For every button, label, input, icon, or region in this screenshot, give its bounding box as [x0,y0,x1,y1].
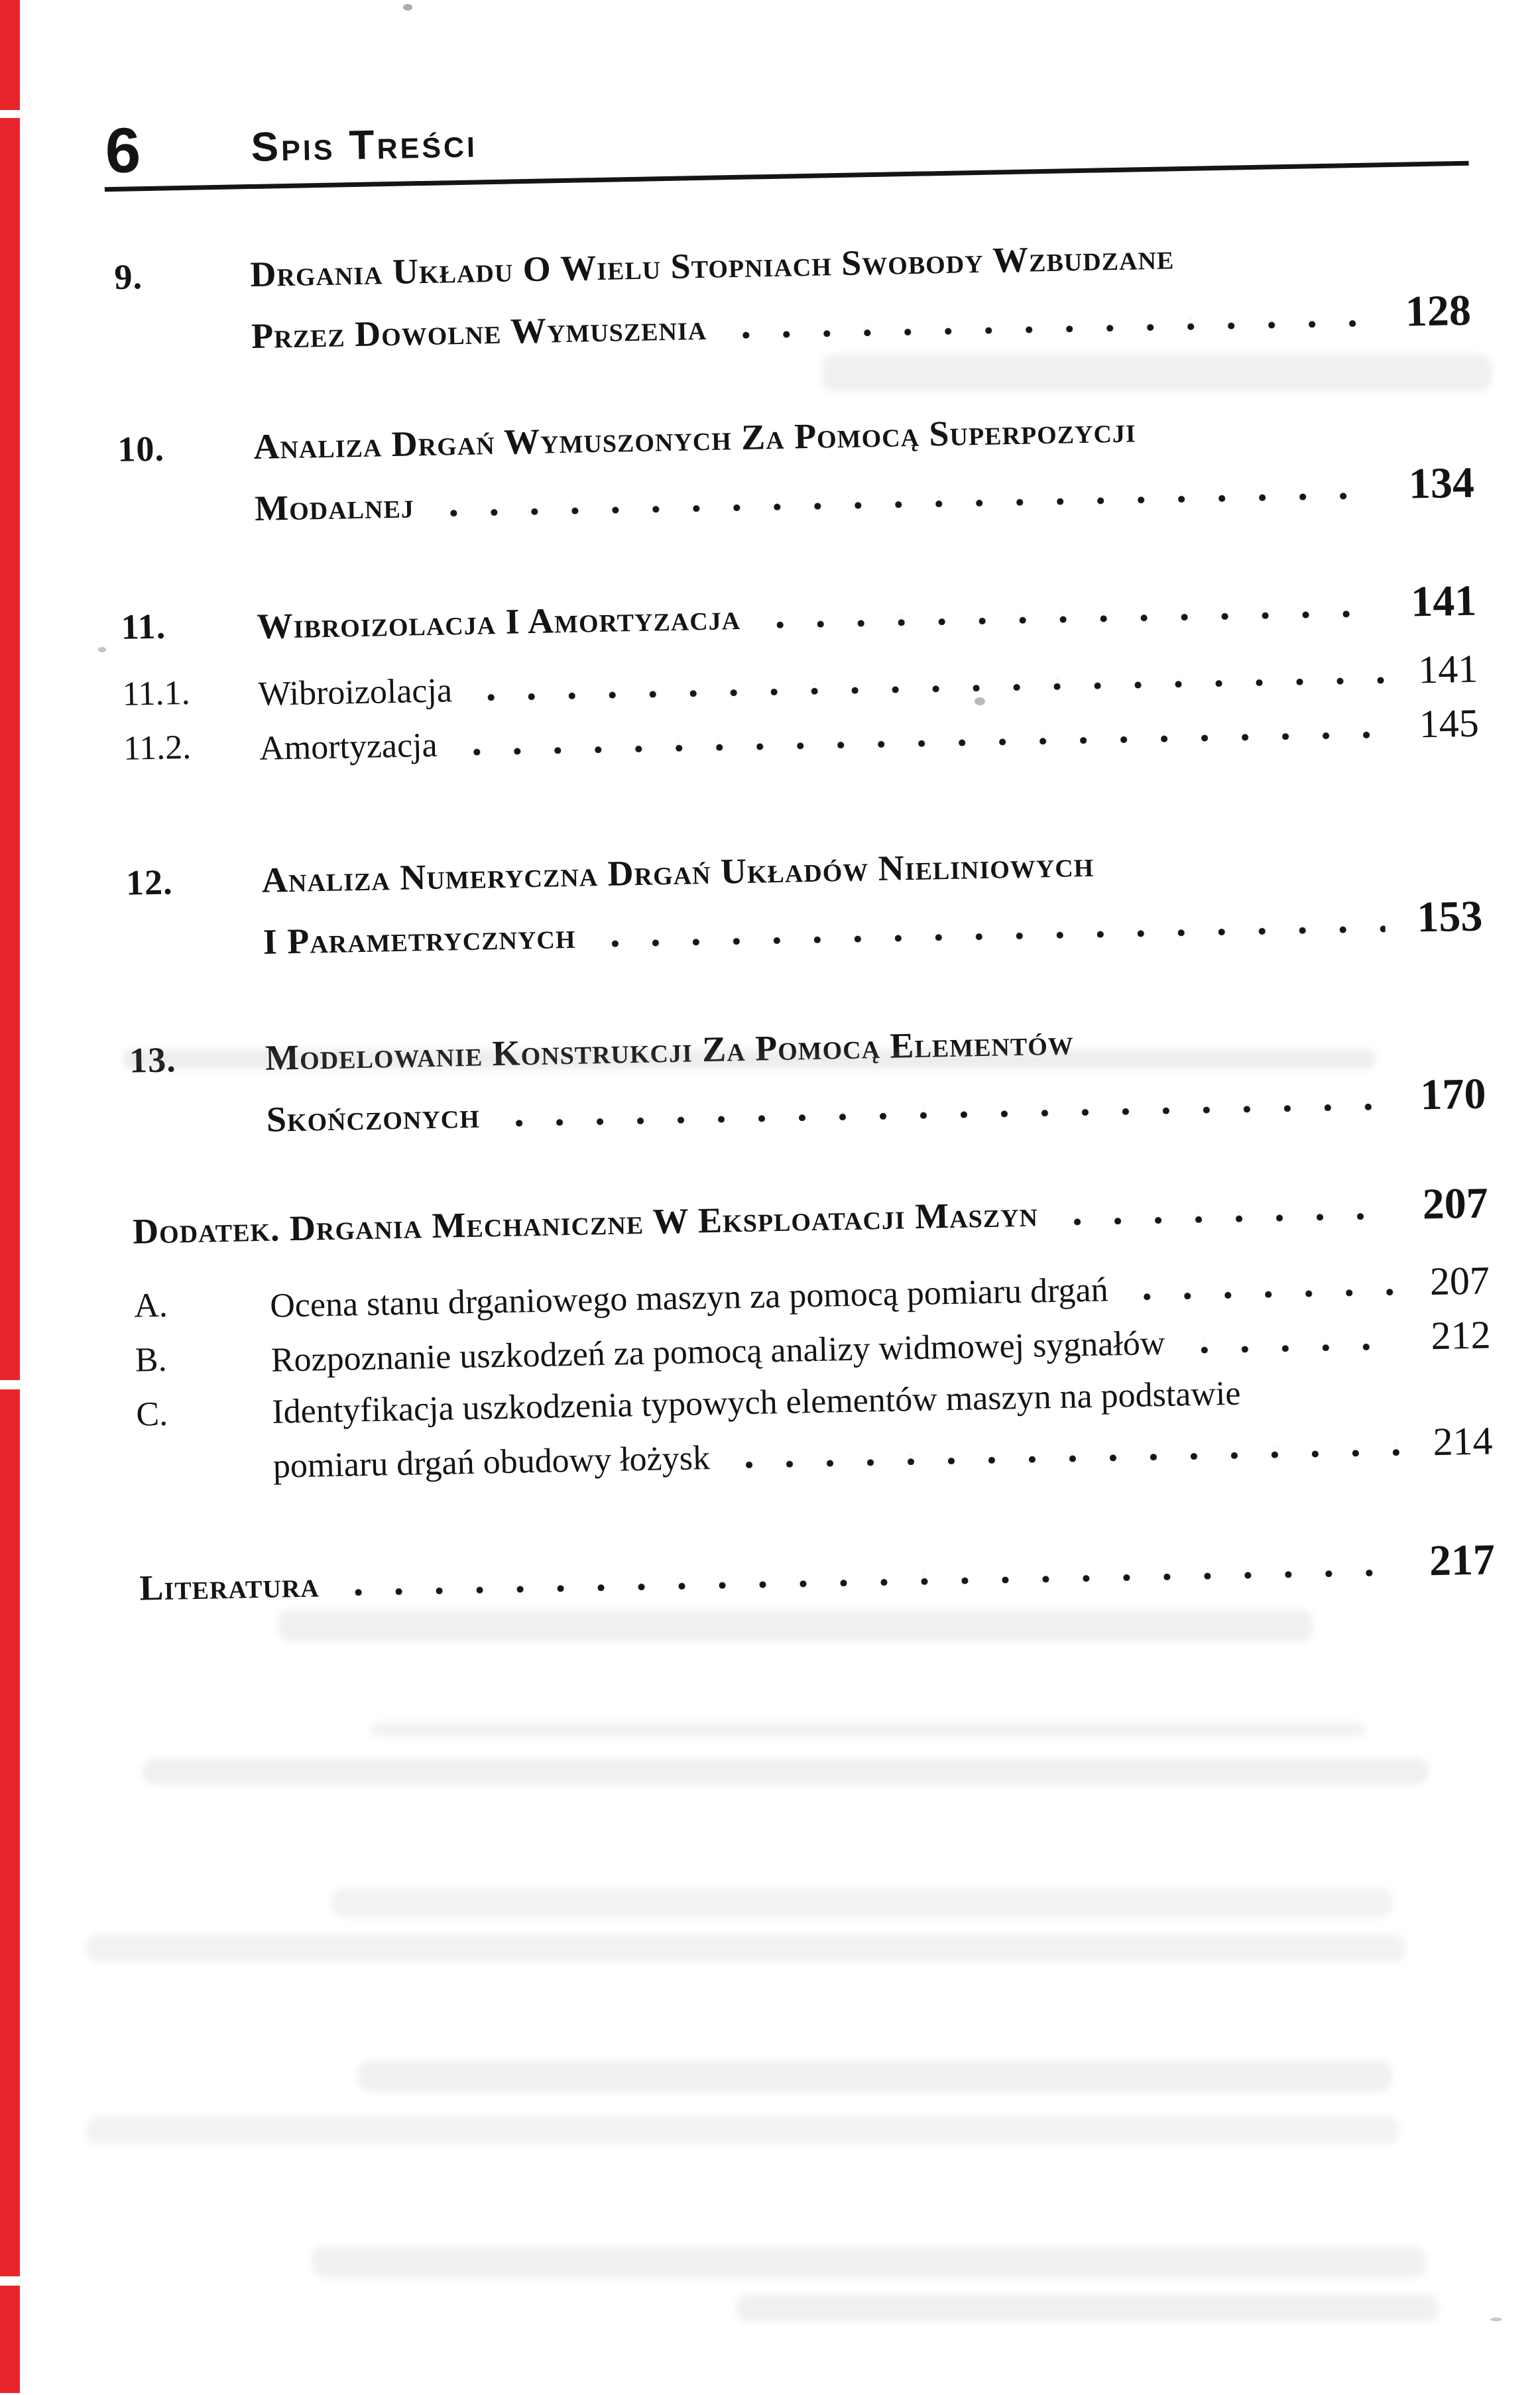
entry-number: 12. [125,862,174,903]
scan-edge-strip-segment [0,2286,20,2393]
toc-entry [114,221,1472,369]
toc-entry [117,394,1475,541]
dot-leader [760,606,1380,628]
entry-page-number: 145 [1419,701,1480,746]
scan-artifact [143,1758,1429,1784]
entry-page-number: 214 [1432,1419,1494,1464]
dot-leader [727,316,1374,339]
entry-number: B. [135,1340,168,1379]
entry-page-number: 207 [1421,1179,1489,1229]
entry-page-number: 212 [1430,1313,1492,1358]
entry-number: 9. [113,257,143,297]
entry-number: 11. [121,606,166,647]
toc-entries [109,0,1495,1618]
entry-title-line1: Analiza Drgań Wymuszonych Za Pomocą Superpozycji [253,410,1137,467]
entry-title-line1: Ocena stanu drganiowego maszyn za pomocą pomiaru drgań [269,1271,1109,1325]
entry-number: 13. [129,1039,177,1081]
scan-artifact [86,1934,1405,1962]
dot-leader [434,488,1377,516]
entry-number: 11.1. [121,673,191,713]
toc-entry [139,1530,1496,1617]
dot-leader [500,1099,1389,1127]
entry-title-line1: Identyfikacja uszkodzenia typowych elementów maszyn na podstawie [271,1374,1241,1431]
dot-leader [1128,1285,1399,1301]
toc-entry [129,1005,1486,1152]
entry-title-line1: Wibroizolacja [258,672,453,713]
scan-edge-strip-segment [0,118,20,1380]
dot-leader [1185,1339,1399,1354]
toc-entry [125,827,1483,974]
entry-title-line1: Modelowanie Konstrukcji Za Pomocą Elementów [265,1022,1075,1078]
dot-leader [730,1445,1401,1468]
entry-page-number: 128 [1405,286,1472,336]
dot-leader [472,673,1387,701]
scan-artifact [312,2246,1425,2278]
scan-artifact [331,1888,1392,1918]
scan-artifact [86,2117,1399,2144]
entry-title-line1: Amortyzacja [259,726,438,768]
toc-entry [132,1173,1488,1261]
entry-number: C. [135,1395,168,1434]
entry-title-line1: Drgania Układu O Wielu Stopniach Swobody Wzbudzane [249,237,1175,295]
entry-number: 11.2. [123,728,192,768]
entry-title-line1: Dodatek. Drgania Mechaniczne W Eksploatacji Maszyn [132,1194,1039,1252]
entry-page-number: 207 [1429,1258,1490,1304]
scan-edge-strip-segment [0,1389,20,2276]
scan-artifact [123,1049,1376,1069]
page-number-folio: 6 [104,115,142,187]
scan-speck [975,697,985,705]
entry-title-line2: Modalnej [254,485,415,528]
entry-title-line1: Analiza Numeryczna Drgań Układów Nieliniowych [261,844,1095,900]
scan-speck [98,647,106,652]
entry-title-line2: Przez Dowolne Wymuszenia [251,307,707,357]
scan-edge-strip-segment [0,0,20,110]
entry-title-line1: Wibroizolacja I Amortyzacja [257,597,741,646]
entry-title-line2: I Parametrycznych [263,915,576,962]
dot-leader [457,727,1388,756]
dot-leader [339,1565,1398,1596]
entry-page-number: 134 [1408,458,1475,508]
scan-artifact [736,2295,1439,2321]
scan-artifact [358,2060,1392,2092]
entry-page-number: 217 [1429,1535,1496,1586]
entry-number: A. [133,1286,168,1325]
scan-artifact [371,1722,1366,1737]
entry-title-line2: pomiaru drgań obudowy łożysk [272,1439,711,1486]
scan-artifact [278,1609,1313,1641]
entry-title-line1: Rozpoznanie uszkodzeń za pomocą analizy widmowej sygnałów [270,1324,1165,1379]
scan-speck [403,4,412,11]
entry-title-line1: Literatura [139,1564,320,1608]
scan-speck [1490,2317,1502,2321]
entry-page-number: 153 [1416,892,1484,942]
entry-page-number: 170 [1419,1069,1487,1120]
entry-number: 10. [117,428,165,469]
entry-title-line2: Skończonych [266,1095,481,1139]
scan-artifact [822,355,1492,391]
running-head-title: Spis Treści [251,120,478,170]
dot-leader [595,921,1385,947]
entry-page-number: 141 [1410,576,1477,626]
dot-leader [1058,1208,1391,1226]
toc-entry [121,571,1477,659]
entry-page-number: 141 [1417,646,1478,692]
